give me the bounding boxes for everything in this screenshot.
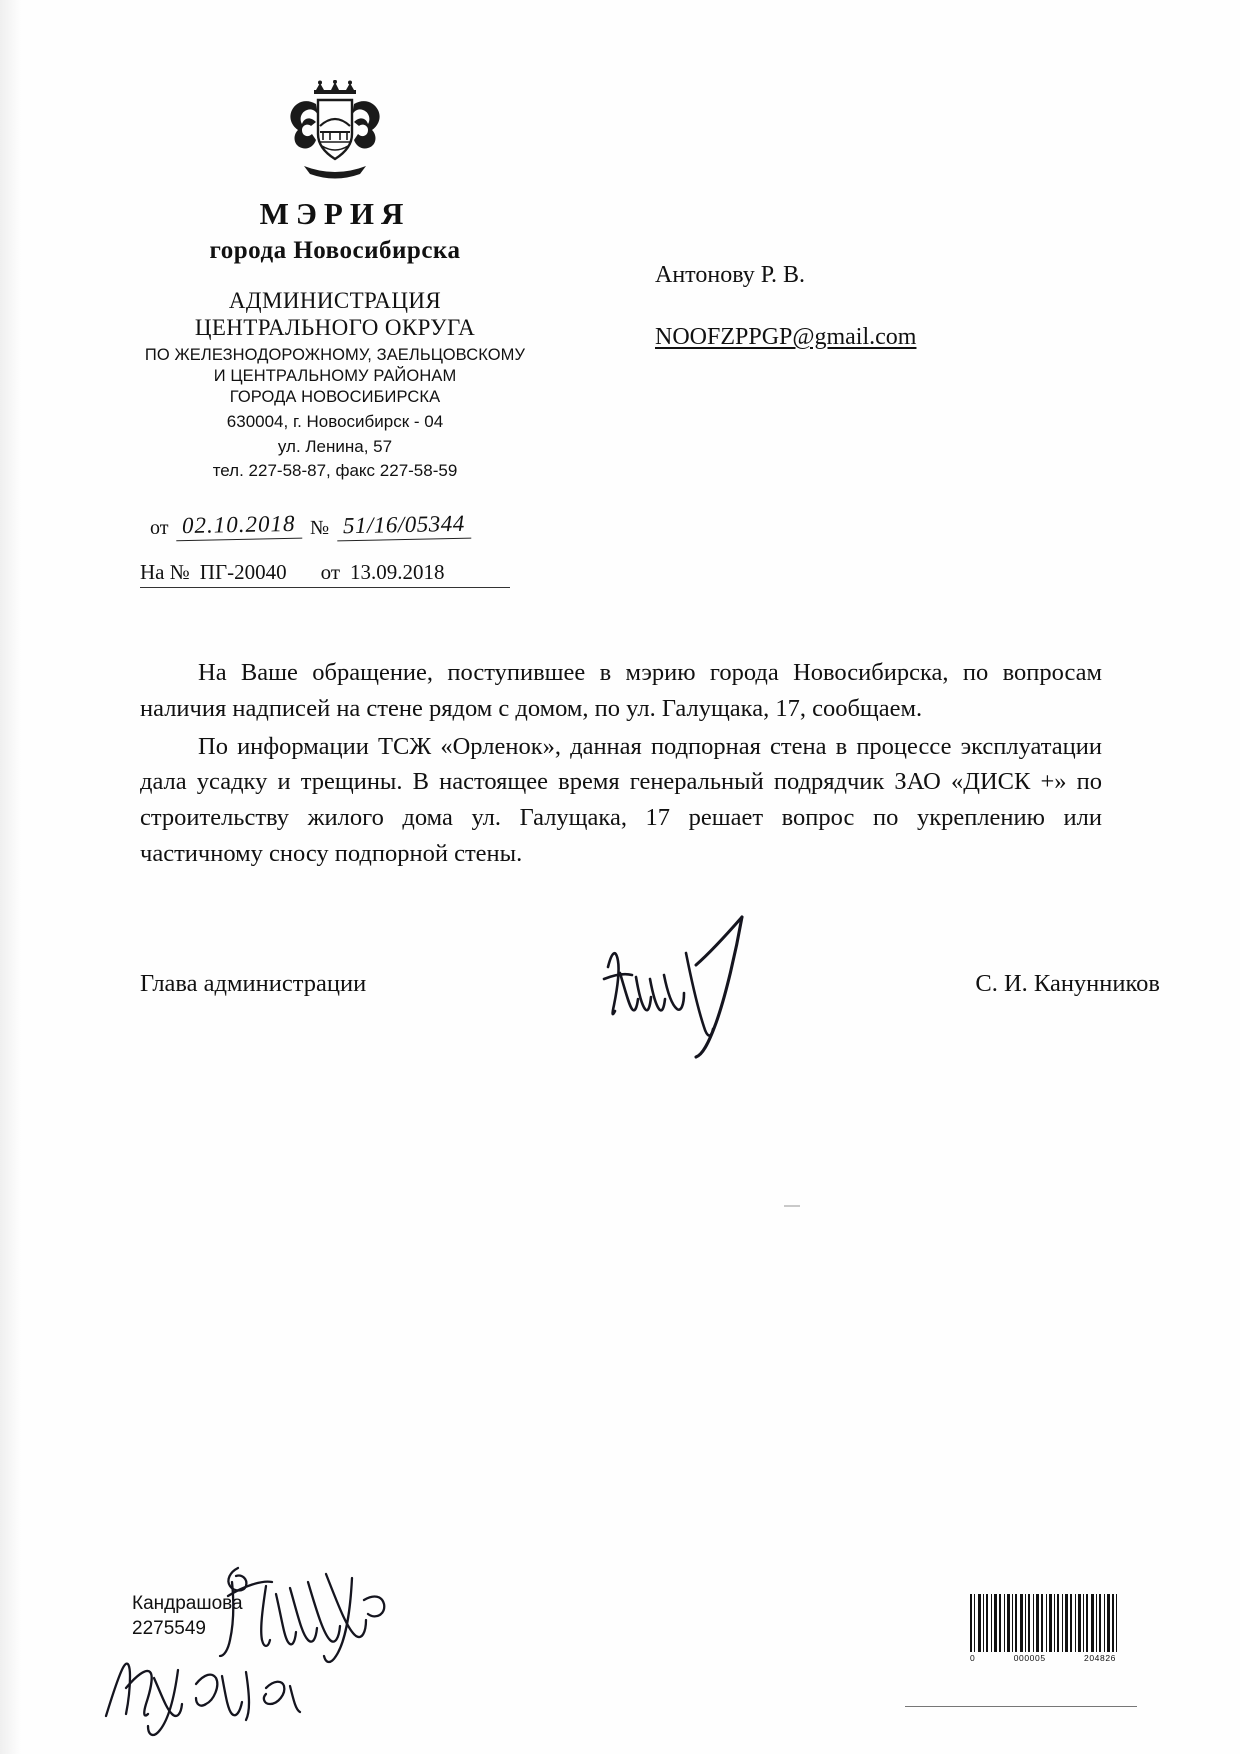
bottom-divider <box>905 1706 1137 1707</box>
outgoing-number-value: 51/16/05344 <box>337 511 471 542</box>
page-edge-shadow <box>0 0 22 1754</box>
barcode-left-digit: 0 <box>970 1653 976 1663</box>
addressee-block <box>655 262 916 351</box>
letterhead <box>120 80 550 484</box>
org-name: МЭРИЯ <box>259 196 411 231</box>
body-paragraph-2: По информации ТСЖ «Орленок», данная подпорная стена в процессе эксплуатации дала усадку и трещины. В настоящее время генеральный подрядчик ЗАО «ДИСК +» по строительству жилого дома ул. Галущака, 17 решает вопрос по укреплению или частичному сносу подпорной стены. <box>140 732 1102 867</box>
outgoing-number-label: № <box>309 517 330 539</box>
barcode-block <box>968 1594 1118 1663</box>
admin-name-line1: АДМИНИСТРАЦИЯ <box>228 288 442 313</box>
districts-line2: И ЦЕНТРАЛЬНОМУ РАЙОНАМ <box>213 366 457 385</box>
executor-phone: 2275549 <box>132 1617 206 1639</box>
address-line1: 630004, г. Новосибирск - 04 <box>226 412 444 432</box>
incoming-reference <box>140 560 510 588</box>
page-artifact <box>784 1205 800 1207</box>
incoming-date-label: от <box>320 560 340 584</box>
executor-signature-icon <box>100 1650 350 1745</box>
districts-block <box>120 345 550 407</box>
addressee-name: Антонову Р. В. <box>655 262 806 288</box>
districts-line3: ГОРОДА НОВОСИБИРСКА <box>229 387 441 406</box>
org-city: города Новосибирска <box>209 237 461 264</box>
signer-position: Глава администрации <box>140 970 367 997</box>
outgoing-date-value: 02.10.2018 <box>176 511 302 542</box>
incoming-number-value: ПГ-20040 <box>199 560 287 584</box>
signature-row <box>140 970 1160 998</box>
letter-body <box>140 655 1102 874</box>
barcode-code-left: 000005 <box>1013 1653 1046 1663</box>
address-line2: ул. Ленина, 57 <box>277 436 393 456</box>
address-line3: тел. 227-58-87, факс 227-58-59 <box>212 461 458 481</box>
body-paragraph-1: На Ваше обращение, поступившее в мэрию города Новосибирска, по вопросам наличия надписей на стене рядом с домом, по ул. Галущака, 17, сообщаем. <box>140 659 1102 722</box>
outgoing-date-label: от <box>150 517 169 539</box>
barcode-digits <box>968 1653 1118 1663</box>
incoming-date-value: 13.09.2018 <box>350 560 445 584</box>
outgoing-reference <box>150 512 471 540</box>
incoming-number-label: На № <box>140 560 190 584</box>
address-block <box>120 410 550 484</box>
barcode-code-right: 204826 <box>1084 1653 1116 1663</box>
executor-name: Кандрашова <box>132 1593 243 1614</box>
addressee-email[interactable]: NOOFZPPGP@gmail.com <box>655 324 917 350</box>
signer-name: С. И. Канунников <box>975 970 1160 997</box>
coat-of-arms-icon <box>270 80 400 190</box>
admin-name-line2: ЦЕНТРАЛЬНОГО ОКРУГА <box>194 315 476 341</box>
districts-line1: ПО ЖЕЛЕЗНОДОРОЖНОМУ, ЗАЕЛЬЦОВСКОМУ <box>144 346 526 365</box>
barcode-icon <box>968 1594 1118 1652</box>
